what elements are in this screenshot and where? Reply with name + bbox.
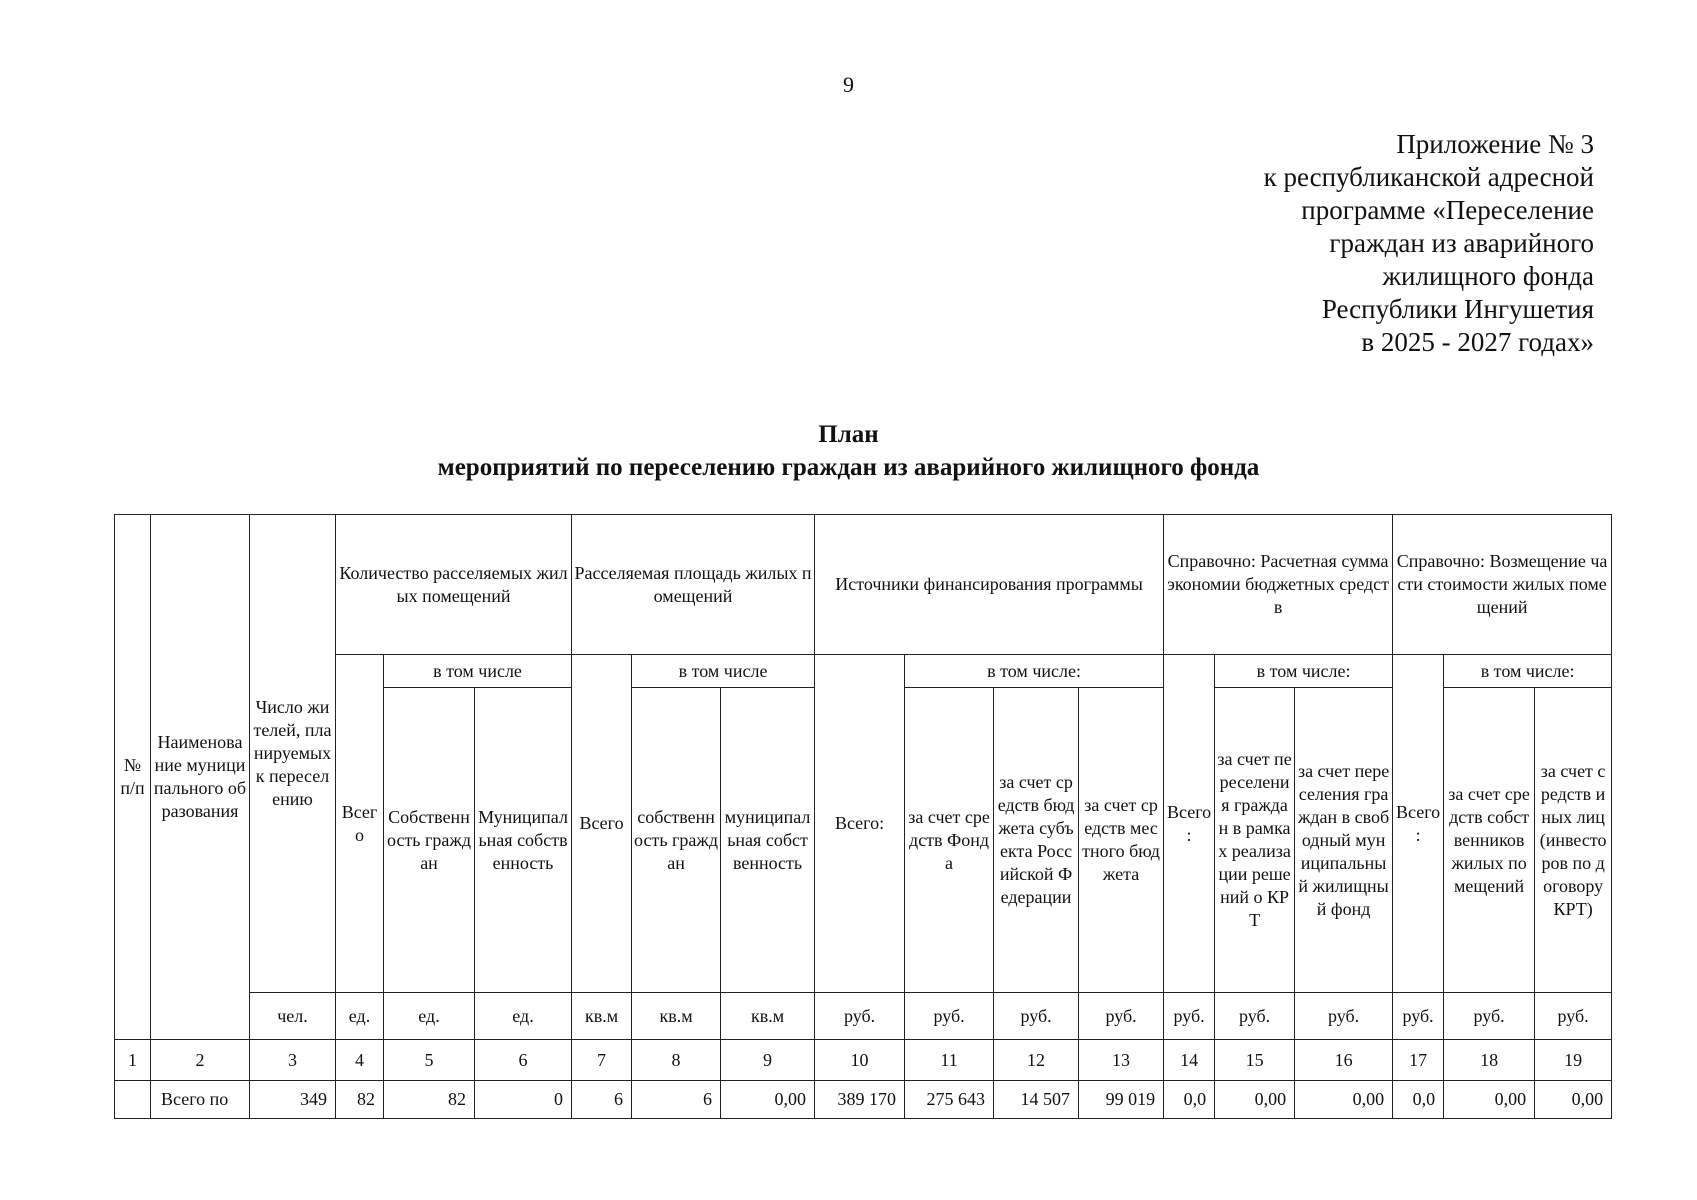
column-number: 6 [475, 1040, 572, 1081]
header-residents: Число жителей, планируемых к переселению [250, 515, 336, 993]
header-rooms-citizen: Собственность граждан [384, 688, 475, 993]
column-number: 11 [905, 1040, 994, 1081]
column-number: 4 [336, 1040, 384, 1081]
header-area-citizen: собственность граждан [632, 688, 721, 993]
total-cell-local-budget: 99 019 [1079, 1081, 1164, 1119]
header-regional-budget: за счет средств бюджета субъекта Российской Федерации [994, 688, 1079, 993]
column-number: 3 [250, 1040, 336, 1081]
appendix-line: программе «Переселение [1301, 195, 1594, 225]
appendix-caption [1264, 128, 1594, 359]
title-line-1: План [818, 421, 879, 448]
total-cell-rooms-total: 82 [336, 1081, 384, 1119]
header-compensation-group: Справочно: Возмещение части стоимости жилых помещений [1393, 515, 1612, 655]
unit-cell: чел. [250, 993, 336, 1040]
appendix-line: граждан из аварийного [1329, 228, 1594, 258]
unit-cell: ед. [475, 993, 572, 1040]
appendix-line: Приложение № 3 [1396, 129, 1594, 159]
column-number: 8 [632, 1040, 721, 1081]
total-cell-compensation-total: 0,0 [1393, 1081, 1444, 1119]
unit-cell: руб. [1295, 993, 1393, 1040]
unit-cell: руб. [905, 993, 994, 1040]
total-cell-economy-total: 0,0 [1164, 1081, 1215, 1119]
header-krt: за счет переселения граждан в рамках реализации решений о КРТ [1215, 688, 1295, 993]
header-num: № п/п [115, 515, 151, 1040]
header-area-municipal: муниципальная собственность [721, 688, 815, 993]
header-rooms-group: Количество расселяемых жилых помещений [336, 515, 572, 655]
header-compensation-incl: в том числе: [1444, 655, 1612, 688]
column-number: 9 [721, 1040, 815, 1081]
total-cell-free-housing: 0,00 [1295, 1081, 1393, 1119]
appendix-line: в 2025 - 2027 годах» [1361, 327, 1594, 357]
unit-cell: руб. [1444, 993, 1535, 1040]
column-number: 19 [1535, 1040, 1612, 1081]
unit-cell: руб. [1393, 993, 1444, 1040]
header-economy-group: Справочно: Расчетная сумма экономии бюджетных средств [1164, 515, 1393, 655]
appendix-line: к республиканской адресной [1263, 162, 1594, 192]
header-local-budget: за счет средств местного бюджета [1079, 688, 1164, 993]
header-economy-total: Всего : [1164, 655, 1215, 993]
header-free-housing: за счет переселения граждан в свободный муниципальный жилищный фонд [1295, 688, 1393, 993]
column-number: 2 [151, 1040, 250, 1081]
header-finance-total: Всего: [815, 655, 905, 993]
total-cell-area-total: 6 [572, 1081, 632, 1119]
column-number: 18 [1444, 1040, 1535, 1081]
total-cell-investors: 0,00 [1535, 1081, 1612, 1119]
total-row [115, 1081, 1612, 1119]
header-finance-incl: в том числе: [905, 655, 1164, 688]
header-area-total: Всего [572, 655, 632, 993]
column-number: 5 [384, 1040, 475, 1081]
header-row-incl [115, 655, 1612, 688]
column-number: 14 [1164, 1040, 1215, 1081]
total-cell-rooms-municipal: 0 [475, 1081, 572, 1119]
unit-cell: руб. [1535, 993, 1612, 1040]
column-number: 1 [115, 1040, 151, 1081]
title-line-2: мероприятий по переселению граждан из аварийного жилищного фонда [437, 454, 1260, 481]
total-cell-area-municipal: 0,00 [721, 1081, 815, 1119]
total-cell-krt: 0,00 [1215, 1081, 1295, 1119]
column-number: 16 [1295, 1040, 1393, 1081]
total-cell-regional-budget: 14 507 [994, 1081, 1079, 1119]
document-title [0, 418, 1697, 484]
unit-cell: кв.м [721, 993, 815, 1040]
appendix-line: Республики Ингушетия [1321, 294, 1594, 324]
header-owners: за счет средств собственников жилых помещений [1444, 688, 1535, 993]
units-row [115, 993, 1612, 1040]
header-finance-group: Источники финансирования программы [815, 515, 1164, 655]
column-number: 17 [1393, 1040, 1444, 1081]
unit-cell: руб. [815, 993, 905, 1040]
header-rooms-municipal: Муниципальная собственность [475, 688, 572, 993]
header-investors: за счет средств иных лиц (инвесторов по договору КРТ) [1535, 688, 1612, 993]
header-rooms-total: Всего [336, 655, 384, 993]
total-cell-rooms-citizen: 82 [384, 1081, 475, 1119]
column-number-row [115, 1040, 1612, 1081]
unit-cell: ед. [336, 993, 384, 1040]
resettlement-plan-table [114, 514, 1612, 1119]
header-compensation-total: Всего : [1393, 655, 1444, 993]
header-row-groups [115, 515, 1612, 655]
header-rooms-incl: в том числе [384, 655, 572, 688]
unit-cell: кв.м [632, 993, 721, 1040]
column-number: 7 [572, 1040, 632, 1081]
header-economy-incl: в том числе: [1215, 655, 1393, 688]
unit-cell: руб. [1215, 993, 1295, 1040]
unit-cell: руб. [1079, 993, 1164, 1040]
column-number: 12 [994, 1040, 1079, 1081]
header-fund: за счет средств Фонда [905, 688, 994, 993]
total-cell-finance-total: 389 170 [815, 1081, 905, 1119]
total-cell-num [115, 1081, 151, 1119]
page-number: 9 [843, 72, 854, 97]
total-cell-fund: 275 643 [905, 1081, 994, 1119]
unit-cell: кв.м [572, 993, 632, 1040]
total-cell-owners: 0,00 [1444, 1081, 1535, 1119]
unit-cell: руб. [1164, 993, 1215, 1040]
appendix-line: жилищного фонда [1382, 261, 1594, 291]
total-cell-area-citizen: 6 [632, 1081, 721, 1119]
header-municipality: Наименование муниципального образования [151, 515, 250, 1040]
unit-cell: руб. [994, 993, 1079, 1040]
column-number: 15 [1215, 1040, 1295, 1081]
total-cell-label: Всего по [151, 1081, 250, 1119]
column-number: 13 [1079, 1040, 1164, 1081]
total-cell-residents: 349 [250, 1081, 336, 1119]
column-number: 10 [815, 1040, 905, 1081]
header-area-incl: в том числе [632, 655, 815, 688]
unit-cell: ед. [384, 993, 475, 1040]
header-area-group: Расселяемая площадь жилых помещений [572, 515, 815, 655]
